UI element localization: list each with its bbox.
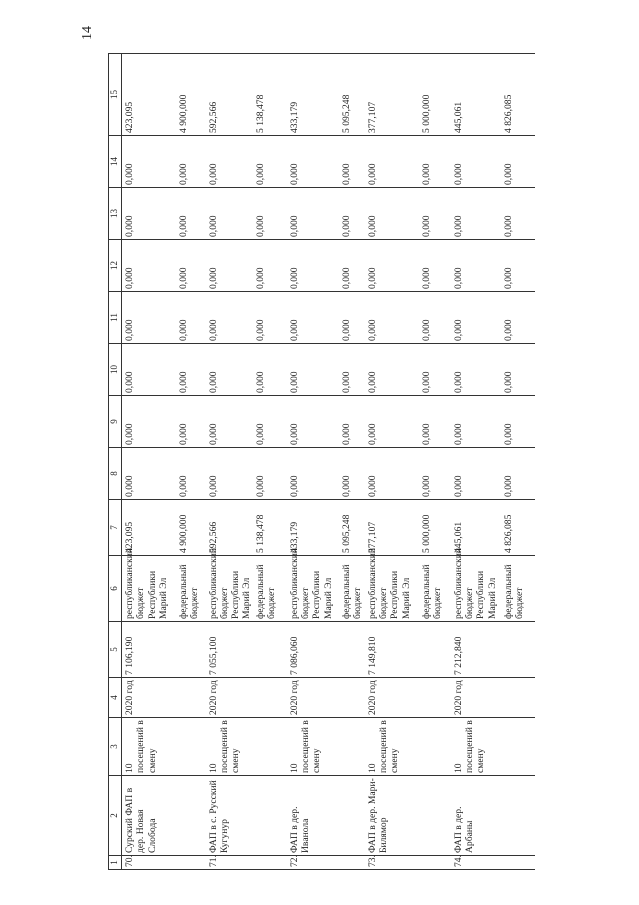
value-cell: 0,000 (206, 188, 253, 240)
value-cell: 433,179 (287, 500, 339, 556)
value-cell: 377,107 (365, 500, 419, 556)
value-cell: 423,095 (122, 500, 176, 556)
value-cell: 0,000 (339, 448, 365, 500)
value-cell: 0,000 (176, 448, 206, 500)
value-cell: 4 826,085 (501, 54, 535, 136)
value-cell: 0,000 (253, 188, 287, 240)
value-cell: 592,566 (206, 54, 253, 136)
value-cell: 0,000 (451, 396, 501, 448)
funding-source: республиканский бюджет Республики Марий Эл (122, 556, 176, 622)
value-cell: 0,000 (339, 136, 365, 188)
year: 2020 год (451, 678, 535, 718)
header-cell: 14 (109, 136, 122, 188)
value-cell: 0,000 (122, 240, 176, 292)
value-cell: 0,000 (365, 396, 419, 448)
value-cell: 0,000 (451, 292, 501, 344)
value-cell: 0,000 (176, 136, 206, 188)
value-cell: 0,000 (365, 292, 419, 344)
value-cell: 5 000,000 (419, 54, 451, 136)
cost: 7 212,840 (451, 622, 535, 678)
value-cell: 0,000 (253, 448, 287, 500)
value-cell: 5 138,478 (253, 500, 287, 556)
value-cell: 0,000 (287, 136, 339, 188)
header-cell: 7 (109, 500, 122, 556)
value-cell: 0,000 (253, 136, 287, 188)
value-cell: 0,000 (419, 344, 451, 396)
funding-source: республиканский бюджет Республики Марий Эл (451, 556, 501, 622)
rotated-table-wrapper (108, 82, 636, 870)
value-cell: 0,000 (339, 240, 365, 292)
object-name: ФАП в дер. Арбаны (451, 776, 535, 856)
row-number: 71. (206, 856, 287, 870)
object-name: ФАП в дер. Иванола (287, 776, 365, 856)
header-cell: 3 (109, 718, 122, 776)
value-cell: 0,000 (206, 344, 253, 396)
value-cell: 377,107 (365, 54, 419, 136)
funding-source: федеральный бюджет (501, 556, 535, 622)
value-cell: 0,000 (451, 240, 501, 292)
row-number: 73. (365, 856, 451, 870)
object-name: ФАП в дер. Мари-Билямор (365, 776, 451, 856)
header-cell: 9 (109, 396, 122, 448)
cost: 7 149,810 (365, 622, 451, 678)
value-cell: 0,000 (253, 396, 287, 448)
value-cell: 0,000 (206, 448, 253, 500)
value-cell: 5 095,248 (339, 500, 365, 556)
value-cell: 0,000 (122, 396, 176, 448)
funding-source: республиканский бюджет Республики Марий Эл (206, 556, 253, 622)
capacity: 10 посещений в смену (122, 718, 206, 776)
value-cell: 0,000 (206, 240, 253, 292)
object-name: Сурский ФАП в дер. Новая Слобода (122, 776, 206, 856)
header-cell: 6 (109, 556, 122, 622)
header-cell: 5 (109, 622, 122, 678)
value-cell: 0,000 (501, 188, 535, 240)
value-cell: 0,000 (501, 240, 535, 292)
value-cell: 0,000 (419, 396, 451, 448)
value-cell: 0,000 (419, 240, 451, 292)
header-cell: 11 (109, 292, 122, 344)
header-cell: 8 (109, 448, 122, 500)
value-cell: 4 826,085 (501, 500, 535, 556)
value-cell: 0,000 (122, 188, 176, 240)
value-cell: 0,000 (176, 344, 206, 396)
value-cell: 0,000 (451, 136, 501, 188)
value-cell: 0,000 (419, 292, 451, 344)
value-cell: 0,000 (419, 136, 451, 188)
funding-source: федеральный бюджет (176, 556, 206, 622)
value-cell: 0,000 (451, 344, 501, 396)
table-row (206, 54, 253, 870)
value-cell: 0,000 (419, 448, 451, 500)
header-cell: 13 (109, 188, 122, 240)
value-cell: 5 095,248 (339, 54, 365, 136)
funding-source: федеральный бюджет (253, 556, 287, 622)
value-cell: 0,000 (287, 396, 339, 448)
value-cell: 0,000 (176, 292, 206, 344)
value-cell: 0,000 (122, 448, 176, 500)
value-cell: 0,000 (122, 136, 176, 188)
capacity: 10 посещений в смену (287, 718, 365, 776)
value-cell: 0,000 (365, 136, 419, 188)
header-cell: 4 (109, 678, 122, 718)
capacity: 10 посещений в смену (451, 718, 535, 776)
value-cell: 445,061 (451, 54, 501, 136)
value-cell: 0,000 (501, 396, 535, 448)
value-cell: 0,000 (501, 292, 535, 344)
funding-source: республиканский бюджет Республики Марий Эл (365, 556, 419, 622)
value-cell: 0,000 (365, 240, 419, 292)
value-cell: 433,179 (287, 54, 339, 136)
header-cell: 1 (109, 856, 122, 870)
value-cell: 0,000 (206, 396, 253, 448)
capacity: 10 посещений в смену (206, 718, 287, 776)
table-row (365, 54, 419, 870)
value-cell: 0,000 (451, 448, 501, 500)
value-cell: 0,000 (253, 292, 287, 344)
value-cell: 0,000 (501, 344, 535, 396)
value-cell: 0,000 (122, 292, 176, 344)
year: 2020 год (122, 678, 206, 718)
value-cell: 0,000 (339, 292, 365, 344)
value-cell: 0,000 (365, 188, 419, 240)
value-cell: 0,000 (287, 292, 339, 344)
table-row (287, 54, 339, 870)
value-cell: 0,000 (339, 396, 365, 448)
cost: 7 086,060 (287, 622, 365, 678)
year: 2020 год (206, 678, 287, 718)
capacity: 10 посещений в смену (365, 718, 451, 776)
value-cell: 0,000 (176, 396, 206, 448)
object-name: ФАП в с. Русский Кугунур (206, 776, 287, 856)
row-number: 70. (122, 856, 206, 870)
value-cell: 0,000 (176, 188, 206, 240)
cost: 7 106,190 (122, 622, 206, 678)
value-cell: 0,000 (501, 448, 535, 500)
value-cell: 0,000 (206, 292, 253, 344)
year: 2020 год (287, 678, 365, 718)
value-cell: 0,000 (287, 240, 339, 292)
value-cell: 423,095 (122, 54, 176, 136)
row-number: 72. (287, 856, 365, 870)
table-row (122, 54, 176, 870)
value-cell: 0,000 (451, 188, 501, 240)
value-cell: 0,000 (287, 188, 339, 240)
header-cell: 2 (109, 776, 122, 856)
value-cell: 0,000 (287, 448, 339, 500)
value-cell: 0,000 (419, 188, 451, 240)
value-cell: 445,061 (451, 500, 501, 556)
value-cell: 4 900,000 (176, 500, 206, 556)
funding-source: республиканский бюджет Республики Марий Эл (287, 556, 339, 622)
page-number: 14 (80, 26, 95, 40)
table-row (451, 54, 501, 870)
value-cell: 0,000 (365, 344, 419, 396)
value-cell: 4 900,000 (176, 54, 206, 136)
value-cell: 0,000 (176, 240, 206, 292)
header-cell: 15 (109, 54, 122, 136)
value-cell: 0,000 (365, 448, 419, 500)
value-cell: 0,000 (287, 344, 339, 396)
header-row (109, 54, 122, 870)
value-cell: 0,000 (122, 344, 176, 396)
year: 2020 год (365, 678, 451, 718)
value-cell: 0,000 (206, 136, 253, 188)
value-cell: 0,000 (339, 188, 365, 240)
value-cell: 5 138,478 (253, 54, 287, 136)
value-cell: 0,000 (501, 136, 535, 188)
value-cell: 0,000 (253, 240, 287, 292)
value-cell: 0,000 (339, 344, 365, 396)
header-cell: 12 (109, 240, 122, 292)
header-cell: 10 (109, 344, 122, 396)
value-cell: 5 000,000 (419, 500, 451, 556)
cost: 7 055,100 (206, 622, 287, 678)
funding-source: федеральный бюджет (339, 556, 365, 622)
value-cell: 592,566 (206, 500, 253, 556)
funding-source: федеральный бюджет (419, 556, 451, 622)
row-number: 74. (451, 856, 535, 870)
value-cell: 0,000 (253, 344, 287, 396)
budget-table (108, 53, 535, 870)
